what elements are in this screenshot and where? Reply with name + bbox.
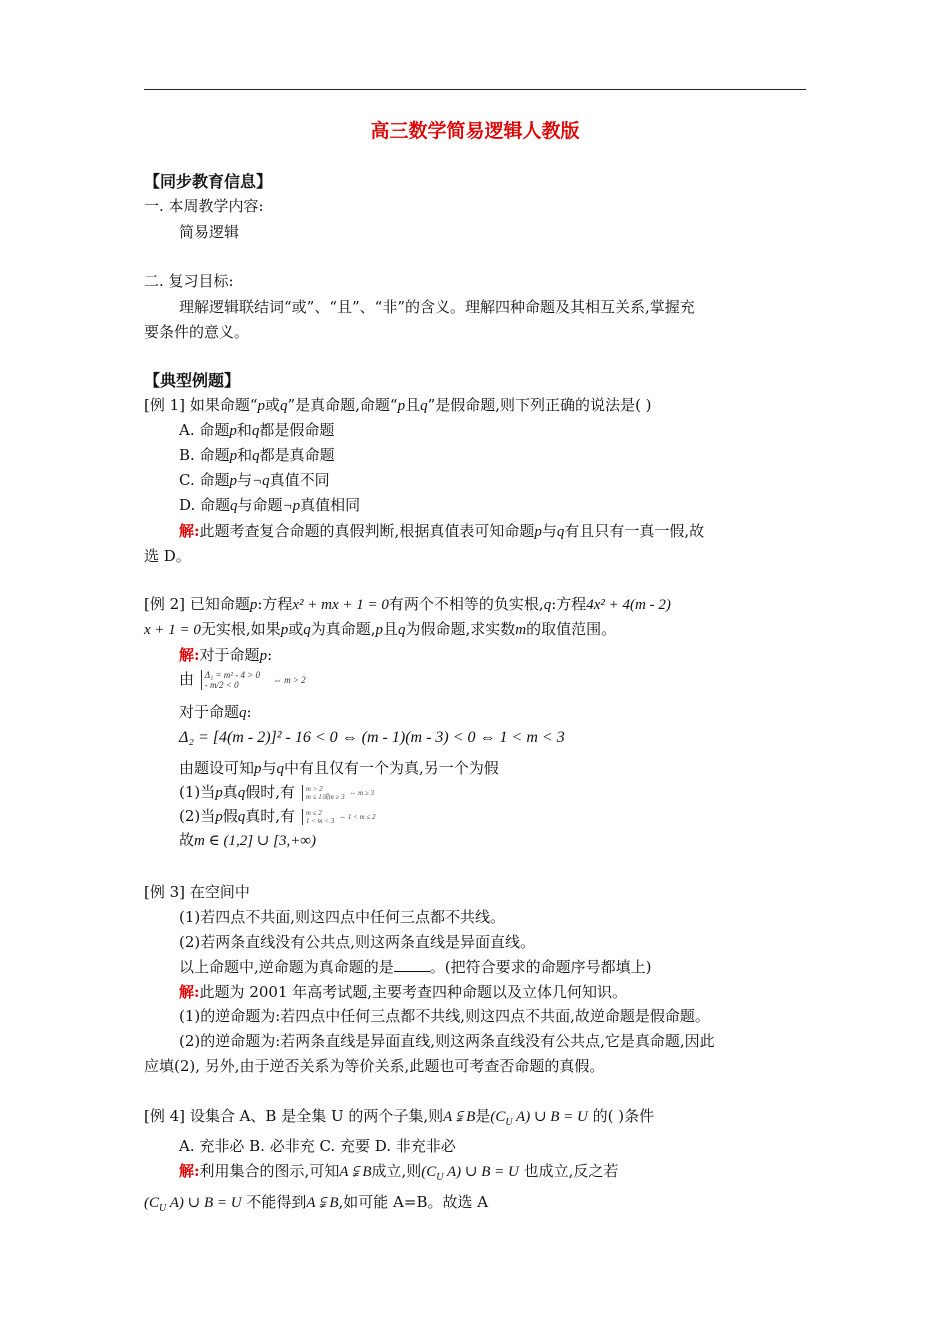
ex3-solution-3: 应填(2), 另外,由于逆否关系为等价关系,此题也可考查否命题的真假。 xyxy=(144,1057,605,1075)
ex1-solution-cont: 选 D。 xyxy=(144,547,191,565)
ex3-question: [例 3] 在空间中 xyxy=(144,883,250,901)
section-heading-examples: 【典型例题】 xyxy=(144,371,241,390)
ex4-options: A. 充非必 B. 必非充 C. 充要 D. 非充非必 xyxy=(179,1137,456,1155)
ex2-case-1: (1)当p真q假时,有 m > 2 m ≤ 1或m ≥ 3 ⇔ m ≥ 3 xyxy=(179,783,375,801)
ex1-solution: 解:此题考查复合命题的真假判断,根据真值表可知命题p与q有且只有一真一假,故 xyxy=(179,522,705,540)
ex1-option-d: D. 命题q与命题¬p真值相同 xyxy=(179,496,361,514)
ex4-solution-cont: ($C_U$ A) ∪ B = U 不能得到A ⫋ B,如可能 A=B。故选 A xyxy=(144,1193,489,1214)
header-rule xyxy=(144,89,806,90)
ex2-premise: 由题设可知p与q中有且仅有一个为真,另一个为假 xyxy=(179,759,499,777)
ex2-brace-p: Δ₁ = m² - 4 > 0 - m/2 < 0 xyxy=(201,670,260,690)
content-body: 简易逻辑 xyxy=(179,223,240,241)
ex4-solution: 解:利用集合的图示,可知A ⫋ B成立,则($C_U$ A) ∪ B = U 也成立,反之若 xyxy=(179,1162,619,1183)
answer-blank xyxy=(394,957,430,972)
ex3-solution-1: (1)的逆命题为:若四点中任何三点都不共线,则这四点不共面,故逆命题是假命题。 xyxy=(179,1007,710,1025)
ex3-solution: 解:此题为 2001 年高考试题,主要考查四种命题以及立体几何知识。 xyxy=(179,983,628,1001)
ex1-option-c: C. 命题p与¬q真值不同 xyxy=(179,471,330,489)
goal-heading: 二. 复习目标: xyxy=(144,272,234,290)
ex2-solution-p: 解:对于命题p: xyxy=(179,646,273,664)
page-title: 高三数学简易逻辑人教版 xyxy=(370,120,580,142)
content-heading: 一. 本周教学内容: xyxy=(144,197,264,215)
goal-line-1: 理解逻辑联结词“或”、“且”、“非”的含义。理解四种命题及其相互关系,掌握充 xyxy=(179,298,695,316)
goal-line-2: 要条件的意义。 xyxy=(144,323,250,341)
ex2-delta-inequality: Δ₂ = [4(m - 2)]² - 16 < 0 ⇔ (m - 1)(m - 3) < 0 ⇔ 1 < m < 3 xyxy=(179,729,565,746)
ex3-item-1: (1)若四点不共面,则这四点中任何三点都不共线。 xyxy=(179,908,506,926)
ex2-case-2: (2)当p假q真时,有 m ≤ 2 1 < m < 3 ⇔ 1 < m ≤ 2 xyxy=(179,807,376,825)
ex3-prompt: 以上命题中,逆命题为真命题的是 。(把符合要求的命题序号都填上) xyxy=(179,958,652,976)
ex1-question: [例 1] 如果命题“p或q”是真命题,命题“p且q”是假命题,则下列正确的说法是( ) xyxy=(144,396,652,414)
ex1-option-b: B. 命题p和q都是真命题 xyxy=(179,446,335,464)
ex3-solution-2: (2)的逆命题为:若两条直线是异面直线,则这两条直线没有公共点,它是真命题,因此 xyxy=(179,1032,715,1050)
ex2-question-line-2: x + 1 = 0无实根,如果p或q为真命题,p且q为假命题,求实数m的取值范围。 xyxy=(144,620,617,638)
ex2-question-line-1: [例 2] 已知命题p:方程x² + mx + 1 = 0有两个不相等的负实根,q:方程4x² + 4(m - 2) xyxy=(144,595,671,613)
ex2-condition-p: 由 Δ₁ = m² - 4 > 0 - m/2 < 0 ⇔ m > 2 xyxy=(179,670,306,690)
section-heading-sync-info: 【同步教育信息】 xyxy=(144,172,273,191)
ex2-final-answer: 故m ∈ (1,2] ∪ [3,+∞) xyxy=(179,831,317,849)
ex4-question: [例 4] 设集合 A、B 是全集 U 的两个子集,则A ⫋ B是($C_U$ A) ∪ B = U 的( )条件 xyxy=(144,1107,655,1128)
ex3-item-2: (2)若两条直线没有公共点,则这两条直线是异面直线。 xyxy=(179,933,536,951)
ex2-solution-q: 对于命题q: xyxy=(179,703,252,721)
ex1-option-a: A. 命题p和q都是假命题 xyxy=(179,421,335,439)
